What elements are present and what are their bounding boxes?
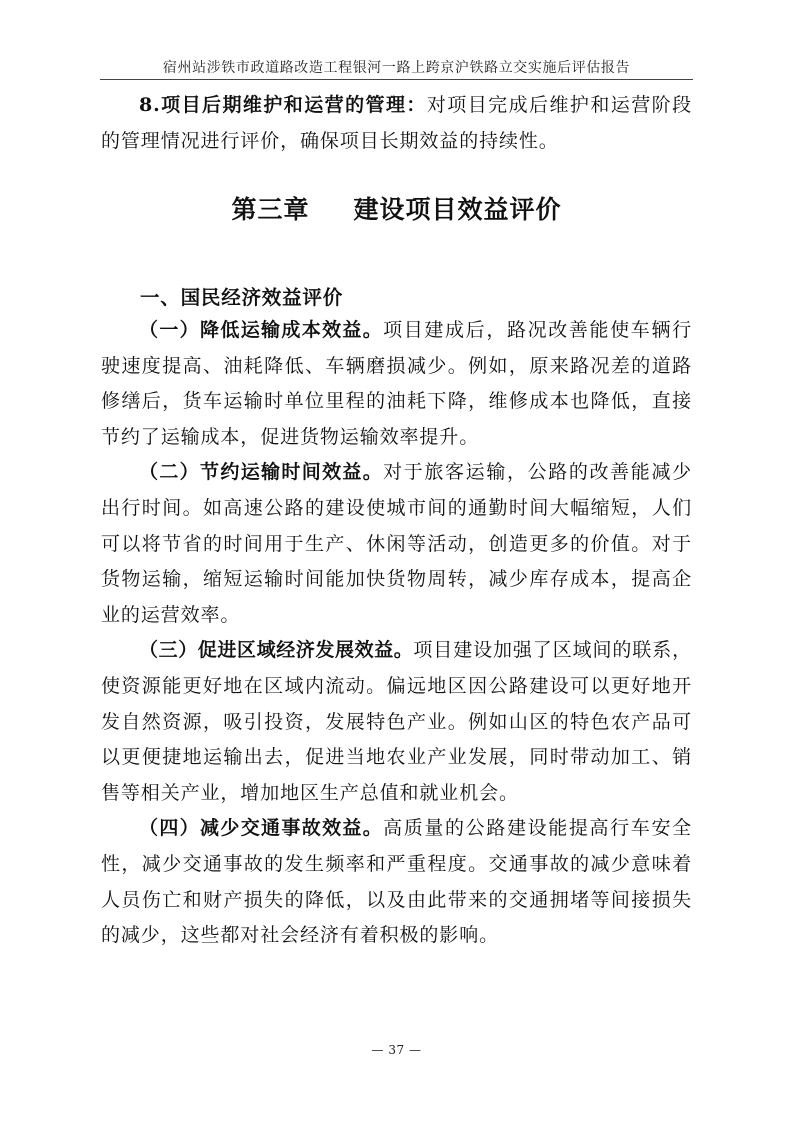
paragraph-3 [101, 633, 692, 811]
page-header: 宿州站涉铁市政道路改造工程银河一路上跨京沪铁路立交实施后评估报告 [162, 60, 631, 76]
intro-body: 对项目完成后维护和运营阶段的管理情况进行评价，确保项目长期效益的持续性。 [101, 94, 693, 152]
intro-lead: 8.项目后期维护和运营的管理： [139, 94, 427, 116]
paragraph-1-text: 项目建成后，路况改善能使车辆行驶速度提高、油耗降低、车辆磨损减少。例如，原来路况差的道路修缮后，货车运输时单位里程的油耗下降，维修成本也降低，直接节约了运输成本，促进货物运输效率提升。 [101, 319, 692, 448]
paragraph-3-text: 项目建设加强了区域间的联系，使资源能更好地在区域内流动。偏远地区因公路建设可以更好地开发自然资源，吸引投资，发展特色产业。例如山区的特色农产品可以更便捷地运输出去，促进当地农业产业发展，同时带动加工、销售等相关产业，增加地区生产总值和就业机会。 [101, 639, 693, 804]
paragraph-4-lead: （四）减少交通事故效益。 [139, 817, 384, 840]
chapter-title [0, 190, 793, 226]
header-divider [100, 79, 693, 80]
chapter-name: 建设项目效益评价 [353, 195, 562, 224]
paragraph-2 [101, 455, 692, 633]
paragraph-1 [101, 313, 692, 455]
paragraph-4-text: 高质量的公路建设能提高行车安全性，减少交通事故的发生频率和严重程度。交通事故的减少意味着人员伤亡和财产损失的降低，以及由此带来的交通拥堵等间接损失的减少，这些都对社会经济有着积极的影响。 [101, 817, 692, 947]
paragraph-2-text: 对于旅客运输，公路的改善能减少出行时间。如高速公路的建设使城市间的通勤时间大幅缩短，人们可以将节省的时间用于生产、休闲等活动，创造更多的价值。对于货物运输，缩短运输时间能加快货物周转，减少库存成本，提高企业的运营效率。 [101, 461, 692, 626]
paragraph-1-lead: （一）降低运输成本效益。 [139, 319, 384, 341]
intro-paragraph [101, 88, 692, 159]
intro-text [101, 88, 692, 159]
chapter-number: 第三章 [231, 195, 310, 224]
paragraph-3-lead: （三）促进区域经济发展效益。 [139, 639, 414, 662]
paragraph-4 [101, 811, 692, 953]
page-number: — 37 — [371, 1043, 422, 1057]
main-body [101, 313, 692, 954]
section-heading: 一、国民经济效益评价 [140, 286, 344, 309]
paragraph-2-lead: （二）节约运输时间效益。 [139, 461, 384, 484]
